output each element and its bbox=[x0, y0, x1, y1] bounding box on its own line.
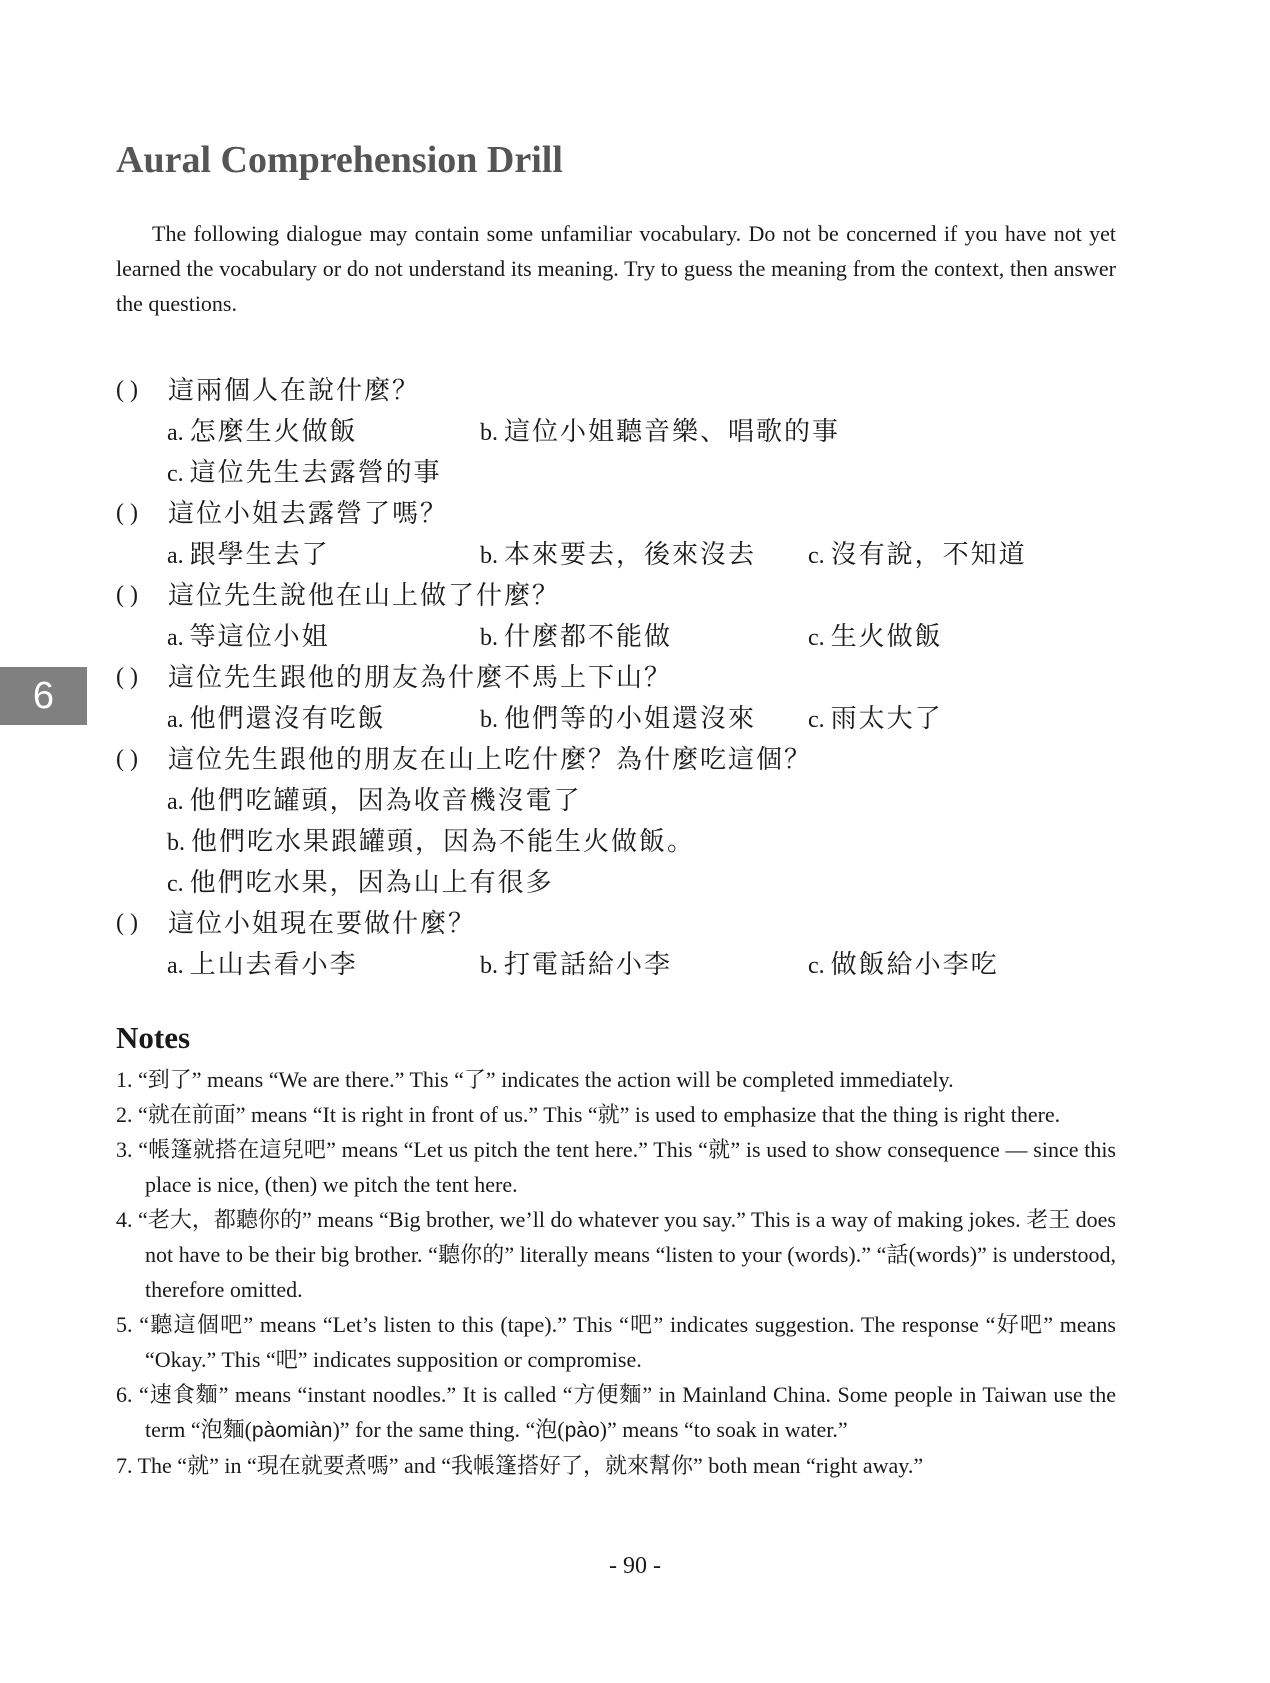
option-b: b. 這位小姐聽音樂、唱歌的事 bbox=[480, 417, 841, 446]
option-a: a. 他們還沒有吃飯 bbox=[167, 704, 386, 733]
option-row bbox=[116, 862, 1116, 903]
option-row bbox=[116, 780, 1116, 821]
page-title: Aural Comprehension Drill bbox=[116, 139, 563, 181]
option-c: c. 雨太大了 bbox=[808, 704, 943, 733]
question-3 bbox=[116, 575, 1116, 616]
option-c: c. 生火做飯 bbox=[808, 622, 943, 651]
answer-blank[interactable]: ( ) bbox=[116, 664, 138, 690]
option-b: b. 什麼都不能做 bbox=[480, 622, 673, 651]
note-4: 4. “老大，都聽你的” means “Big brother, we’ll do whatever you say.” This is a way of making jokes. 老王 does not have to be their big brother. “聽你的” literally means “listen to your (words).” “話(words)” is understood, therefore omitted. bbox=[116, 1207, 1116, 1302]
intro-text: The following dialogue may contain some unfamiliar vocabulary. Do not be concerned if you have not yet learned the vocabulary or do not understand its meaning. Try to guess the meaning from the context, then answer the questions. bbox=[116, 221, 1116, 316]
notes-list bbox=[116, 1062, 1116, 1483]
question-5 bbox=[116, 739, 1116, 780]
note-1: 1. “到了” means “We are there.” This “了” indicates the action will be completed immediately. bbox=[116, 1067, 954, 1092]
option-b: b. 他們吃水果跟罐頭，因為不能生火做飯。 bbox=[167, 827, 696, 856]
note-2: 2. “就在前面” means “It is right in front of us.” This “就” is used to emphasize that the thing is right there. bbox=[116, 1102, 1061, 1127]
answer-blank[interactable]: ( ) bbox=[116, 746, 138, 772]
option-a: a. 等這位小姐 bbox=[167, 622, 330, 651]
option-row bbox=[116, 452, 1116, 493]
option-b: b. 本來要去，後來沒去 bbox=[480, 540, 757, 569]
option-b: b. 打電話給小李 bbox=[480, 950, 673, 979]
question-1 bbox=[116, 370, 1116, 411]
intro-paragraph bbox=[116, 216, 1116, 321]
question-text: 這位先生跟他的朋友為什麼不馬上下山？ bbox=[168, 663, 673, 692]
option-c: c. 他們吃水果，因為山上有很多 bbox=[167, 868, 554, 897]
note-3: 3. “帳篷就搭在這兒吧” means “Let us pitch the tent here.” This “就” is used to show consequence — since this place is nice, (then) we pitch the tent here. bbox=[116, 1137, 1116, 1197]
question-list bbox=[116, 370, 1116, 985]
question-text: 這位先生說他在山上做了什麼？ bbox=[168, 581, 561, 610]
question-text: 這位小姐去露營了嗎？ bbox=[168, 499, 449, 528]
answer-blank[interactable]: ( ) bbox=[116, 582, 138, 608]
question-text: 這位先生跟他的朋友在山上吃什麼？為什麼吃這個？ bbox=[168, 745, 813, 774]
option-c: c. 沒有說，不知道 bbox=[808, 540, 1027, 569]
page-number: - 90 - bbox=[609, 1553, 661, 1579]
answer-blank[interactable]: ( ) bbox=[116, 910, 138, 936]
option-a: a. 怎麼生火做飯 bbox=[167, 417, 358, 446]
question-2 bbox=[116, 493, 1116, 534]
note-5: 5. “聽這個吧” means “Let’s listen to this (tape).” This “吧” indicates suggestion. The response “好吧” means “Okay.” This “吧” indicates supposition or compromise. bbox=[116, 1312, 1116, 1372]
option-b: b. 他們等的小姐還沒來 bbox=[480, 704, 757, 733]
note-7: 7. The “就” in “現在就要煮嗎” and “我帳篷搭好了，就來幫你” both mean “right away.” bbox=[116, 1453, 924, 1478]
answer-blank[interactable]: ( ) bbox=[116, 500, 138, 526]
option-c: c. 這位先生去露營的事 bbox=[167, 458, 442, 487]
answer-blank[interactable]: ( ) bbox=[116, 377, 138, 403]
chapter-tab: 6 bbox=[0, 667, 87, 725]
option-a: a. 上山去看小李 bbox=[167, 950, 358, 979]
question-4 bbox=[116, 657, 1116, 698]
option-a: a. 跟學生去了 bbox=[167, 540, 330, 569]
question-text: 這位小姐現在要做什麼？ bbox=[168, 909, 477, 938]
option-c: c. 做飯給小李吃 bbox=[808, 950, 999, 979]
option-row bbox=[116, 411, 1116, 452]
pinyin: pào bbox=[564, 1419, 600, 1442]
option-row bbox=[116, 534, 1116, 575]
option-row bbox=[116, 821, 1116, 862]
option-row bbox=[116, 944, 1116, 985]
question-text: 這兩個人在說什麼？ bbox=[168, 376, 421, 405]
notes-heading: Notes bbox=[116, 1020, 191, 1055]
pinyin: pàomiàn bbox=[251, 1419, 333, 1442]
option-row bbox=[116, 698, 1116, 739]
note-6: 6. “速食麵” means “instant noodles.” It is called “方便麵” in Mainland China. Some people in Taiwan use the term “泡麵(pàomiàn)” for the same thing. “泡(pào)” means “to soak in water.” bbox=[116, 1382, 1116, 1442]
option-a: a. 他們吃罐頭，因為收音機沒電了 bbox=[167, 786, 582, 815]
question-6 bbox=[116, 903, 1116, 944]
option-row bbox=[116, 616, 1116, 657]
